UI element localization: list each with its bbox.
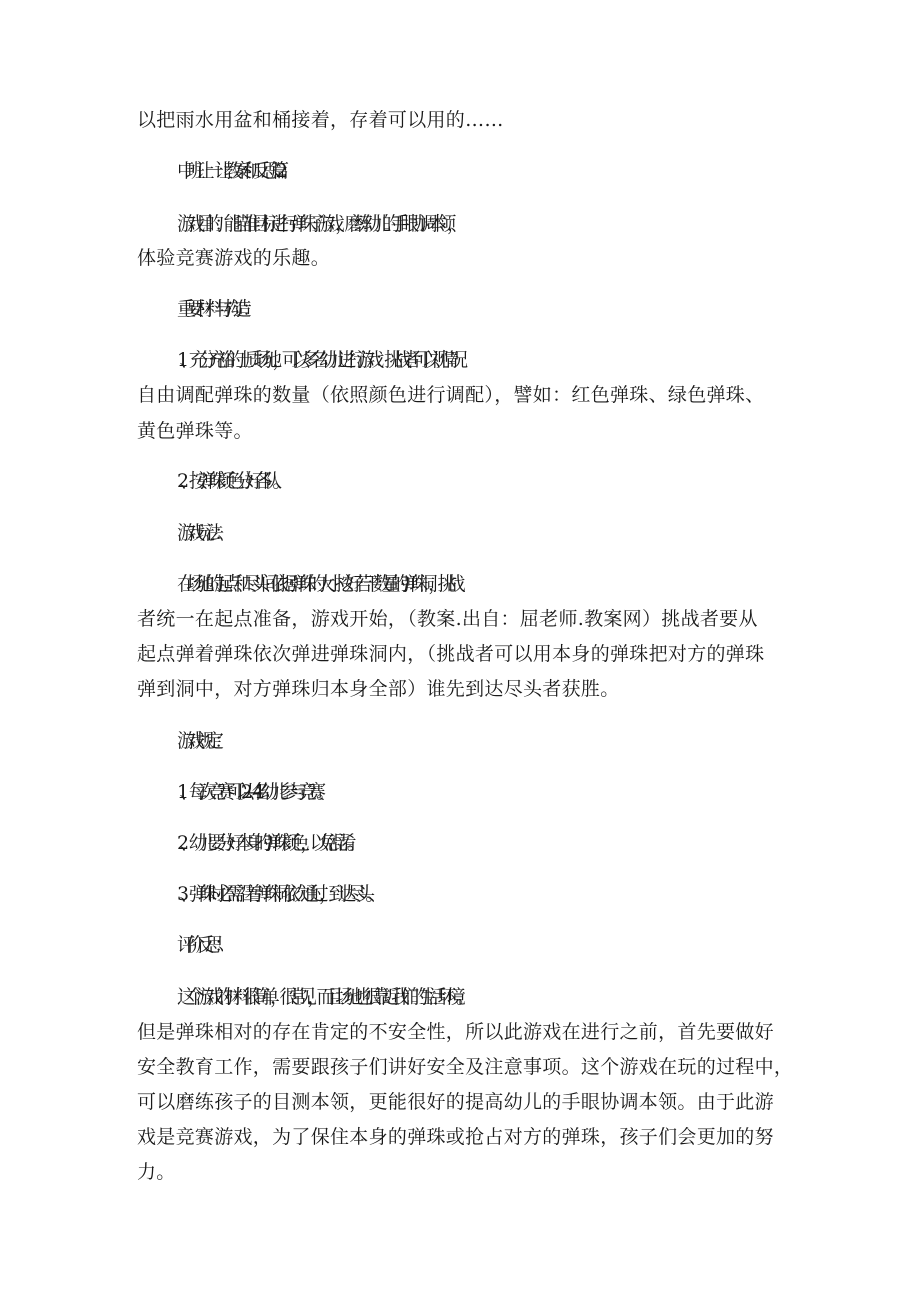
rules-item: 3、弹珠时必需沿着弹珠洞依次通过，到达尽头。: [177, 883, 375, 905]
rules-item: 2、幼儿要分好本身的弹珠颜色，以免混淆。: [177, 832, 357, 854]
reflection-line: 但是弹珠相对的存在肯定的不安全性，所以此游戏在进行之前，首先要做好: [137, 1021, 774, 1043]
gameplay-heading: 游戏玩法：: [177, 522, 224, 544]
gameplay-line: 在场地的起点和尽头间依据弹珠的大小挖好若干数量的弹珠洞，挑战: [177, 573, 457, 595]
materials-item-line: 2、按弹珠颜色分好各队。: [177, 470, 282, 492]
reflection-line: 可以磨练孩子的目测本领，更能很好的提高幼儿的手眼协调本领。由于此游: [137, 1091, 774, 1113]
materials-item-line: 1、充分充裕的土质场地，可以多名幼儿进行游戏：挑战者可以视情况: [177, 349, 459, 371]
rules-item: 1、每次竞赛可以 2—4 名幼儿参与竞赛。: [177, 781, 326, 803]
reflection-line: 这个游戏的材料很简单，很常见，而且场地也很靠近我们的生活环境。: [177, 986, 466, 1008]
materials-item-line: 黄色弹珠等。: [137, 420, 253, 442]
gameplay-line: 者统一在起点准备，游戏开始，（教案.出自：屈老师.教案网）挑战者要从: [137, 608, 758, 630]
reflection-line: 力。: [137, 1161, 176, 1183]
reflection-line: 安全教育工作，需要跟孩子们讲好安全及注意事项。这个游戏在玩的过程中，: [137, 1056, 794, 1078]
gameplay-line: 起点弹着弹珠依次弹进弹珠洞内，（挑战者可以用本身的弹珠把对方的弹珠: [137, 643, 765, 665]
materials-item-line: 自由调配弹珠的数量（依照颜色进行调配），譬如：红色弹珠、绿色弹珠、: [137, 384, 765, 406]
gameplay-line: 弹到洞中，对方弹珠归本身全部）谁先到达尽头者获胜。: [137, 678, 620, 700]
reflection-heading: 评价反思：: [177, 934, 224, 956]
continued-text-line: 以把雨水用盆和桶接着，存着可以用的……: [137, 109, 504, 131]
rules-heading: 游戏规定：: [177, 730, 224, 752]
game-goal-line: 游戏目的：能瞄准目标进行弹珠子游戏，磨练幼儿的手眼协调本领，: [177, 213, 457, 235]
materials-heading: 重要材料与构造：: [177, 298, 252, 320]
section-heading: 中班让一让教案和反思篇 2: [177, 160, 279, 182]
game-goal-line: 体验竞赛游戏的乐趣。: [137, 247, 331, 269]
reflection-line: 戏是竞赛游戏，为了保住本身的弹珠或抢占对方的弹珠，孩子们会更加的努: [137, 1126, 774, 1148]
